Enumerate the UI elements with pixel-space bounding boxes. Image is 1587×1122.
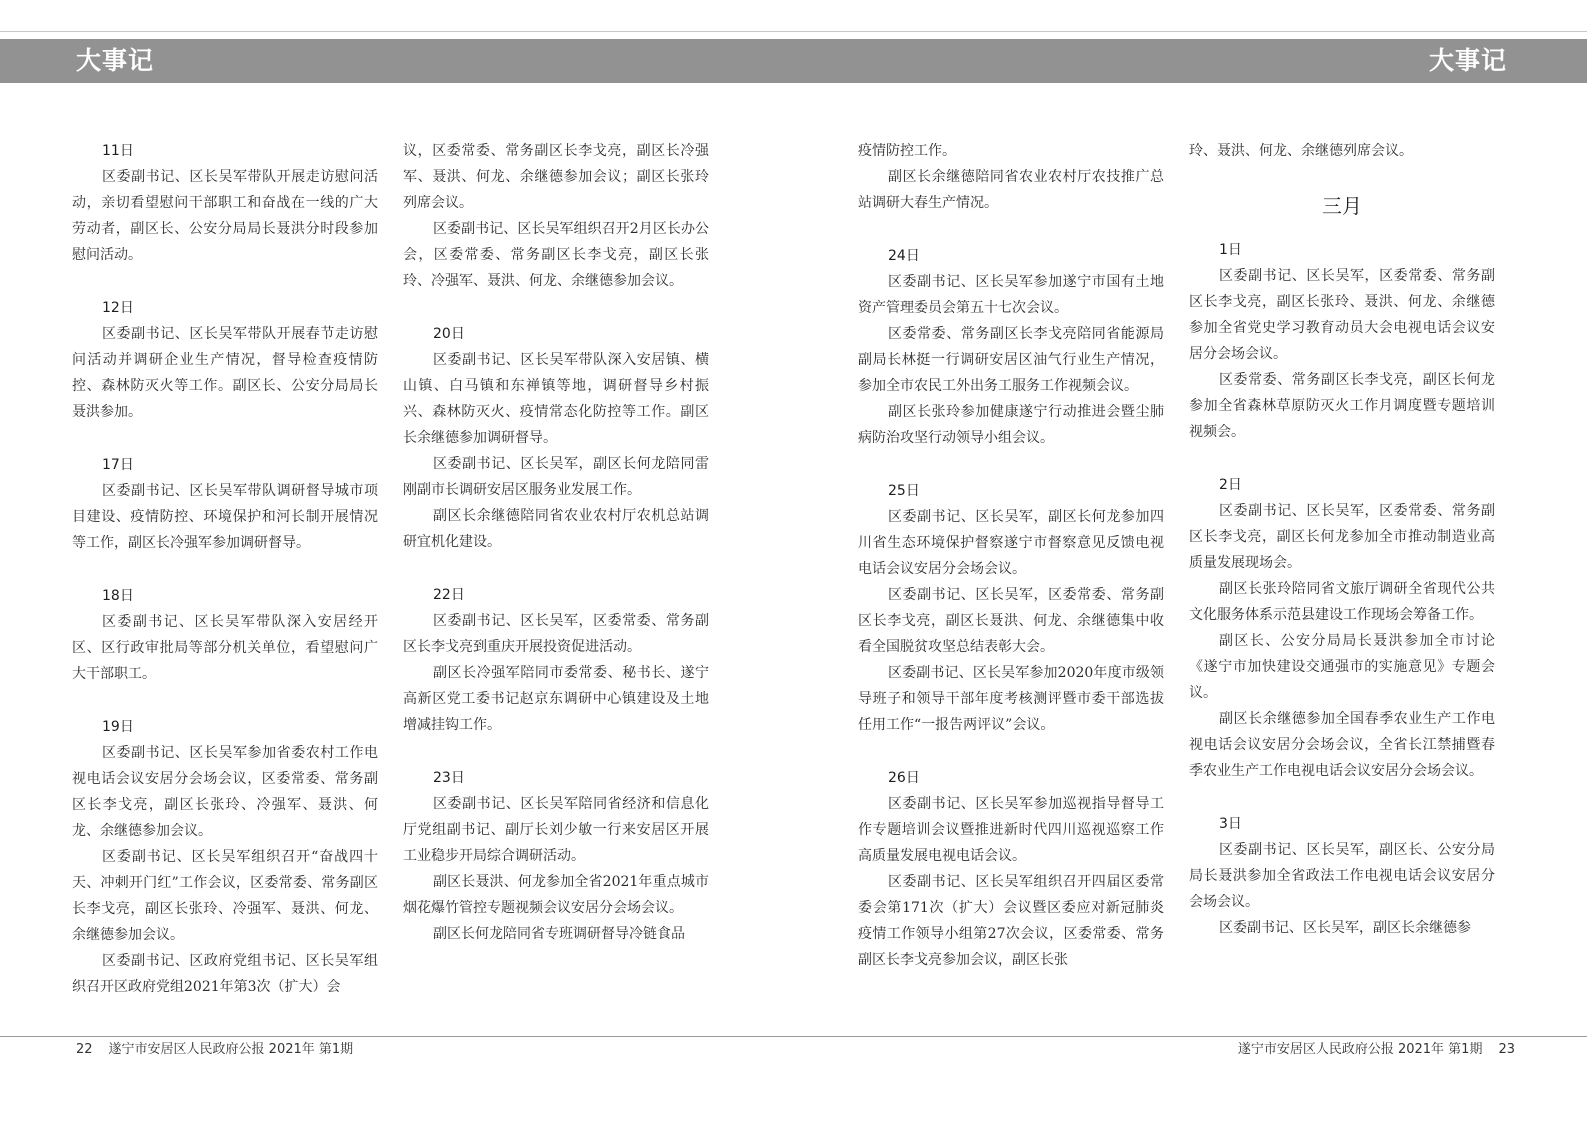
entry-paragraph-continued: 议，区委常委、常务副区长李戈亮，副区长冷强军、聂洪、何龙、余继德参加会议；副区长张玲列席会议。 — [403, 143, 709, 211]
record-entry — [1189, 472, 1495, 784]
entry-date: 12日 — [102, 300, 134, 316]
entry-paragraph: 区委副书记、区长吴军，区委常委、常务副区长李戈亮，副区长何龙参加全市推动制造业高质量发展现场会。 — [1189, 503, 1495, 571]
entry-date: 20日 — [433, 326, 465, 342]
footer-publication-right: 遂宁市安居区人民政府公报 2021年 第1期 — [1237, 1042, 1483, 1057]
record-entry — [72, 138, 378, 268]
entry-paragraph: 区委副书记、区长吴军陪同省经济和信息化厅党组副书记、副厅长刘少敏一行来安居区开展工业稳步开局综合调研活动。 — [403, 796, 709, 864]
record-entry — [1189, 138, 1495, 164]
entry-paragraph: 区委副书记、区长吴军组织召开四届区委常委会第171次（扩大）会议暨区委应对新冠肺炎疫情工作领导小组第27次会议，区委常委、常务副区长李戈亮参加会议，副区长张 — [858, 874, 1164, 968]
entry-paragraph: 区委副书记、区长吴军，区委常委、常务副区长李戈亮，副区长聂洪、何龙、余继德集中收看全国脱贫攻坚总结表彰大会。 — [858, 587, 1164, 655]
footer-publication-left: 遂宁市安居区人民政府公报 2021年 第1期 — [108, 1042, 354, 1057]
header-title-left: 大事记 — [76, 46, 155, 75]
entry-paragraph: 区委副书记、区长吴军，区委常委、常务副区长李戈亮，副区长张玲、聂洪、何龙、余继德参加全省党史学习教育动员大会电视电话会议安居分会场会议。 — [1189, 268, 1495, 362]
record-entry — [858, 478, 1164, 738]
entry-paragraph: 副区长余继德参加全国春季农业生产工作电视电话会议安居分会场会议，全省长江禁捕暨春季农业生产工作电视电话会议安居分会场会议。 — [1189, 711, 1495, 779]
record-entry — [403, 765, 709, 947]
page-number-right: 23 — [1498, 1042, 1515, 1057]
entry-paragraph: 副区长、公安分局局长聂洪参加全市讨论《遂宁市加快建设交通强市的实施意见》专题会议。 — [1189, 633, 1495, 701]
entry-paragraph: 副区长聂洪、何龙参加全省2021年重点城市烟花爆竹管控专题视频会议安居分会场会议。 — [403, 874, 709, 916]
text-column-3 — [858, 138, 1164, 1000]
header-title-right: 大事记 — [1428, 46, 1507, 75]
entry-paragraph: 区委副书记、区长吴军，副区长何龙陪同雷刚副市长调研安居区服务业发展工作。 — [403, 456, 709, 498]
entry-date: 17日 — [102, 457, 134, 473]
entry-paragraph: 区委副书记、区长吴军参加2020年度市级领导班子和领导干部年度考核测评暨市委干部选拔任用工作“一报告两评议”会议。 — [858, 665, 1164, 733]
entry-date: 1日 — [1219, 242, 1242, 258]
record-entry — [858, 138, 1164, 216]
entry-paragraph: 副区长何龙陪同省专班调研督导冷链食品 — [433, 926, 685, 942]
footer-rule — [0, 1036, 1587, 1037]
entry-date: 23日 — [433, 770, 465, 786]
record-entry — [72, 295, 378, 425]
top-rule — [0, 31, 1587, 32]
entry-paragraph: 区委常委、常务副区长李戈亮陪同省能源局副局长林挺一行调研安居区油气行业生产情况，参加全市农民工外出务工服务工作视频会议。 — [858, 326, 1164, 394]
record-entry — [72, 583, 378, 687]
entry-date: 2日 — [1219, 477, 1242, 493]
page-number-left: 22 — [76, 1042, 93, 1057]
section-header-bar — [0, 39, 1587, 83]
entry-paragraph: 区委副书记、区长吴军，区委常委、常务副区长李戈亮到重庆开展投资促进活动。 — [403, 613, 709, 655]
entry-date: 11日 — [102, 143, 134, 159]
entry-paragraph: 区委副书记、区长吴军带队深入安居镇、横山镇、白马镇和东禅镇等地，调研督导乡村振兴、森林防灭火、疫情常态化防控等工作。副区长余继德参加调研督导。 — [403, 352, 709, 446]
record-entry — [403, 321, 709, 555]
entry-paragraph: 副区长余继德陪同省农业农村厅农技推广总站调研大春生产情况。 — [858, 169, 1164, 211]
entry-paragraph: 区委副书记、区长吴军带队开展走访慰问活动，亲切看望慰问干部职工和奋战在一线的广大劳动者，副区长、公安分局局长聂洪分时段参加慰问活动。 — [72, 169, 378, 263]
record-entry — [72, 452, 378, 556]
entry-paragraph-continued: 疫情防控工作。 — [858, 143, 956, 159]
entry-date: 24日 — [888, 248, 920, 264]
entry-date: 22日 — [433, 587, 465, 603]
text-column-4 — [1189, 138, 1495, 968]
entry-paragraph: 区委副书记、区长吴军组织召开2月区长办公会，区委常委、常务副区长李戈亮，副区长张玲、冷强军、聂洪、何龙、余继德参加会议。 — [403, 221, 709, 289]
entry-date: 26日 — [888, 770, 920, 786]
entry-paragraph: 区委副书记、区长吴军组织召开“奋战四十天、冲刺开门红”工作会议，区委常委、常务副区长李戈亮，副区长张玲、冷强军、聂洪、何龙、余继德参加会议。 — [72, 849, 378, 943]
entry-date: 19日 — [102, 719, 134, 735]
record-entry — [1189, 237, 1495, 445]
entry-date: 3日 — [1219, 816, 1242, 832]
entry-paragraph: 副区长冷强军陪同市委常委、秘书长、遂宁高新区党工委书记赵京东调研中心镇建设及土地增减挂钩工作。 — [403, 665, 709, 733]
entry-paragraph: 区委副书记、区长吴军带队深入安居经开区、区行政审批局等部分机关单位，看望慰问广大干部职工。 — [72, 614, 378, 682]
entry-paragraph: 区委副书记、区长吴军参加遂宁市国有土地资产管理委员会第五十七次会议。 — [858, 274, 1164, 316]
entry-date: 18日 — [102, 588, 134, 604]
footer-right — [1238, 1041, 1515, 1059]
record-entry — [403, 138, 709, 294]
record-entry — [858, 243, 1164, 451]
text-column-1 — [72, 138, 378, 1027]
text-column-2 — [403, 138, 709, 974]
entry-paragraph: 副区长张玲陪同省文旅厅调研全省现代公共文化服务体系示范县建设工作现场会筹备工作。 — [1189, 581, 1495, 623]
entry-paragraph: 区委常委、常务副区长李戈亮，副区长何龙参加全省森林草原防灭火工作月调度暨专题培训视频会。 — [1189, 372, 1495, 440]
entry-paragraph: 区委副书记、区长吴军，副区长何龙参加四川省生态环境保护督察遂宁市督察意见反馈电视电话会议安居分会场会议。 — [858, 509, 1164, 577]
entry-date: 25日 — [888, 483, 920, 499]
entry-paragraph-continued: 玲、聂洪、何龙、余继德列席会议。 — [1189, 143, 1413, 159]
entry-paragraph: 区委副书记、区长吴军带队开展春节走访慰问活动并调研企业生产情况，督导检查疫情防控、森林防灭火等工作。副区长、公安分局局长聂洪参加。 — [72, 326, 378, 420]
entry-paragraph: 区委副书记、区政府党组书记、区长吴军组织召开区政府党组2021年第3次（扩大）会 — [72, 953, 378, 995]
entry-paragraph: 副区长张玲参加健康遂宁行动推进会暨尘肺病防治攻坚行动领导小组会议。 — [858, 404, 1164, 446]
footer-left — [76, 1041, 353, 1059]
record-entry — [858, 765, 1164, 973]
entry-paragraph: 区委副书记、区长吴军带队调研督导城市项目建设、疫情防控、环境保护和河长制开展情况等工作，副区长冷强军参加调研督导。 — [72, 483, 378, 551]
record-entry — [1189, 811, 1495, 941]
record-entry — [72, 714, 378, 1000]
entry-paragraph: 区委副书记、区长吴军，副区长余继德参 — [1219, 920, 1471, 936]
entry-paragraph: 区委副书记、区长吴军参加省委农村工作电视电话会议安居分会场会议，区委常委、常务副区长李戈亮，副区长张玲、冷强军、聂洪、何龙、余继德参加会议。 — [72, 745, 378, 839]
month-heading: 三月 — [1322, 194, 1362, 218]
entry-paragraph: 区委副书记、区长吴军参加巡视指导督导工作专题培训会议暨推进新时代四川巡视巡察工作高质量发展电视电话会议。 — [858, 796, 1164, 864]
entry-paragraph: 区委副书记、区长吴军，副区长、公安分局局长聂洪参加全省政法工作电视电话会议安居分会场会议。 — [1189, 842, 1495, 910]
entry-paragraph: 副区长余继德陪同省农业农村厅农机总站调研宜机化建设。 — [403, 508, 709, 550]
record-entry — [403, 582, 709, 738]
